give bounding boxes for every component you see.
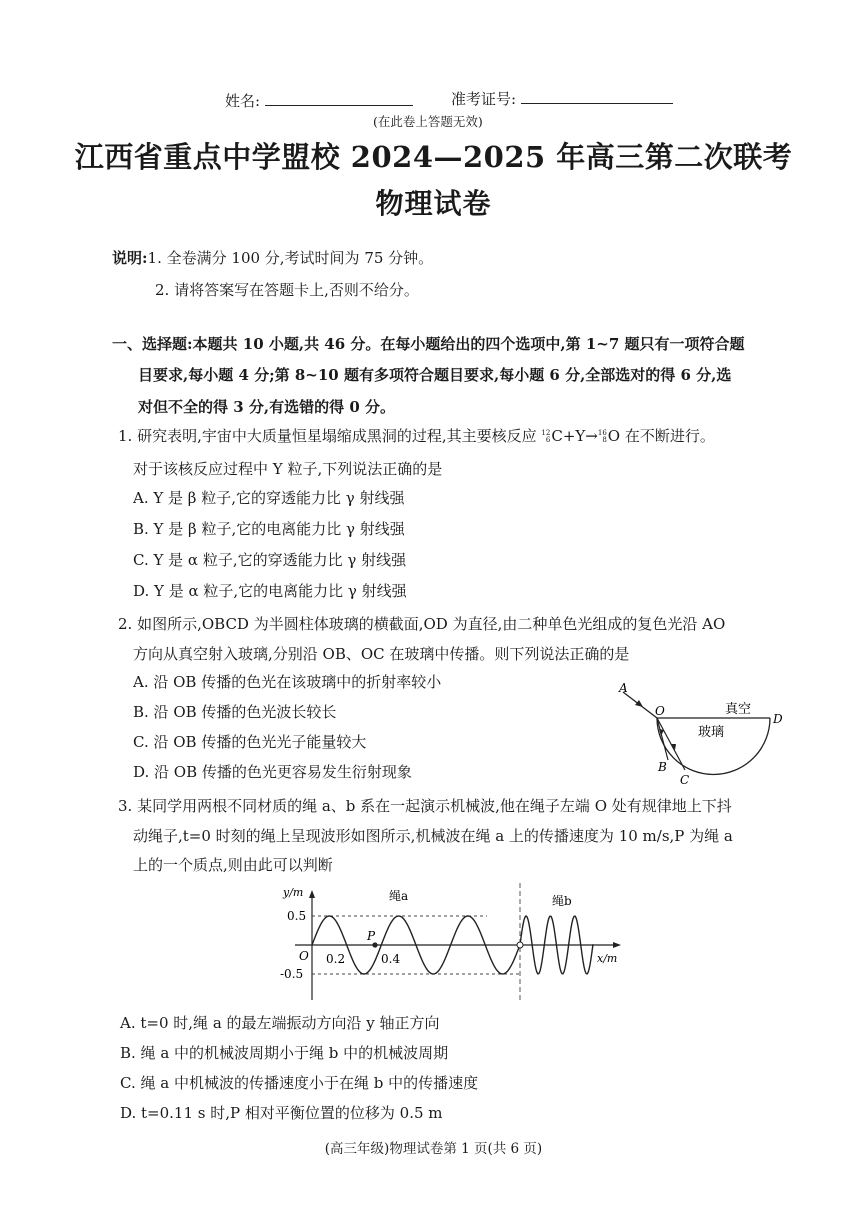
exam-number-blank: [521, 89, 673, 104]
name-label: 姓名:: [225, 92, 261, 110]
section1-line-3: 对但不全的得 3 分,有选错的得 0 分。: [138, 398, 395, 416]
label-glass: 玻璃: [698, 725, 725, 740]
carbon-nuclide-numbers: [541, 430, 550, 444]
x-tick-0-2: 0.2: [326, 952, 346, 966]
incident-ray-arrow: [635, 700, 643, 707]
ray-ob: [657, 718, 668, 760]
q1-option-b: B. Y 是 β 粒子,它的电离能力比 γ 射线强: [133, 520, 405, 538]
label-d: D: [773, 712, 783, 726]
x-tick-0-4: 0.4: [381, 952, 401, 966]
label-a: A: [619, 681, 628, 695]
q3-option-a: A. t=0 时,绳 a 的最左端振动方向沿 y 轴正方向: [120, 1014, 440, 1032]
q2-option-a: A. 沿 OB 传播的色光在该玻璃中的折射率较小: [133, 673, 442, 691]
q1-option-c: C. Y 是 α 粒子,它的穿透能力比 γ 射线强: [133, 551, 407, 569]
oxygen-mass-number: 16: [597, 429, 607, 437]
subject-title: 物理试卷: [375, 187, 492, 220]
instruction-item-2: 2. 请将答案写在答题卡上,否则不给分。: [155, 281, 419, 299]
instruction-item-1: 1. 全卷满分 100 分,考试时间为 75 分钟。: [147, 249, 434, 267]
q1-stem-a: 1. 研究表明,宇宙中大质量恒星塌缩成黑洞的过程,其主要核反应: [118, 427, 537, 445]
page-footer: (高三年级)物理试卷第 1 页(共 6 页): [324, 1141, 543, 1157]
label-c: C: [680, 773, 690, 787]
label-b: B: [658, 760, 667, 774]
carbon-mass-number: 12: [541, 429, 551, 437]
section1-line-2: 目要求,每小题 4 分;第 8~10 题有多项符合题目要求,每小题 6 分,全部选对的得 6 分,选: [138, 366, 732, 384]
oxygen-nuclide-numbers: [598, 430, 607, 444]
q3-stem-line-1: 3. 某同学用两根不同材质的绳 a、b 系在一起演示机械波,他在绳子左端 O 处有规律地上下抖: [118, 797, 732, 815]
label-vacuum: 真空: [725, 702, 752, 717]
exam-number-field: [451, 88, 673, 109]
q2-option-d: D. 沿 OB 传播的色光更容易发生衍射现象: [133, 763, 412, 781]
x-axis-label: x/m: [597, 952, 618, 965]
q2-stem-line-1: 2. 如图所示,OBCD 为半圆柱体玻璃的横截面,OD 为直径,由二种单色光组成的复色光沿 AO: [118, 615, 726, 633]
point-p-label: P: [367, 929, 376, 943]
y-axis-arrow: [309, 890, 315, 898]
oxygen-charge-number: 8: [602, 436, 607, 444]
point-p-dot: [372, 942, 377, 947]
section1-line-1: 一、选择题:本题共 10 小题,共 46 分。在每小题给出的四个选项中,第 1~7 题只有一项符合题: [112, 335, 745, 353]
q2-glass-figure: [605, 678, 795, 790]
origin-label: O: [299, 949, 309, 963]
plus-y-arrow: +Y→: [562, 427, 598, 445]
name-blank: [265, 91, 413, 106]
q1-stem-line-1: [118, 425, 715, 446]
instructions-line-1: [112, 247, 433, 268]
q3-stem-line-3: 上的一个质点,则由此可以判断: [133, 856, 333, 874]
q1-option-a: A. Y 是 β 粒子,它的穿透能力比 γ 射线强: [133, 489, 405, 507]
q2-stem-line-2: 方向从真空射入玻璃,分别沿 OB、OC 在玻璃中传播。则下列说法正确的是: [133, 645, 630, 663]
q3-option-b: B. 绳 a 中的机械波周期小于绳 b 中的机械波周期: [120, 1044, 449, 1062]
instructions-label: 说明:: [112, 249, 148, 267]
q3-option-c: C. 绳 a 中机械波的传播速度小于在绳 b 中的传播速度: [120, 1074, 479, 1092]
exam-number-label: 准考证号:: [451, 90, 517, 108]
q1-stem-line-2: 对于该核反应过程中 Y 粒子,下列说法正确的是: [133, 460, 443, 478]
junction-point: [517, 942, 523, 948]
q1-stem-b: 在不断进行。: [624, 427, 715, 445]
y-tick-top: 0.5: [287, 909, 307, 923]
notice-text: (在此卷上答题无效): [373, 114, 483, 129]
q3-stem-line-2: 动绳子,t=0 时刻的绳上呈现波形如图所示,机械波在绳 a 上的传播速度为 10 m/s,P 为绳 a: [133, 827, 733, 845]
rope-b-label: 绳b: [552, 894, 572, 908]
carbon-charge-number: 6: [545, 436, 551, 444]
q3-wave-figure: [275, 878, 635, 1003]
carbon-symbol: C: [551, 427, 563, 445]
q1-option-d: D. Y 是 α 粒子,它的电离能力比 γ 射线强: [133, 582, 407, 600]
label-o: O: [655, 704, 665, 718]
q2-option-c: C. 沿 OB 传播的色光光子能量较大: [133, 733, 367, 751]
name-field: [225, 90, 413, 111]
q2-option-b: B. 沿 OB 传播的色光波长较长: [133, 703, 337, 721]
x-axis-arrow: [613, 942, 621, 948]
q3-option-d: D. t=0.11 s 时,P 相对平衡位置的位移为 0.5 m: [120, 1104, 443, 1122]
exam-title: 江西省重点中学盟校 2024—2025 年高三第二次联考: [74, 140, 793, 174]
y-axis-label: y/m: [283, 886, 304, 899]
oxygen-symbol: O: [607, 427, 621, 445]
y-tick-bottom: -0.5: [280, 967, 304, 981]
rope-a-label: 绳a: [389, 889, 409, 903]
